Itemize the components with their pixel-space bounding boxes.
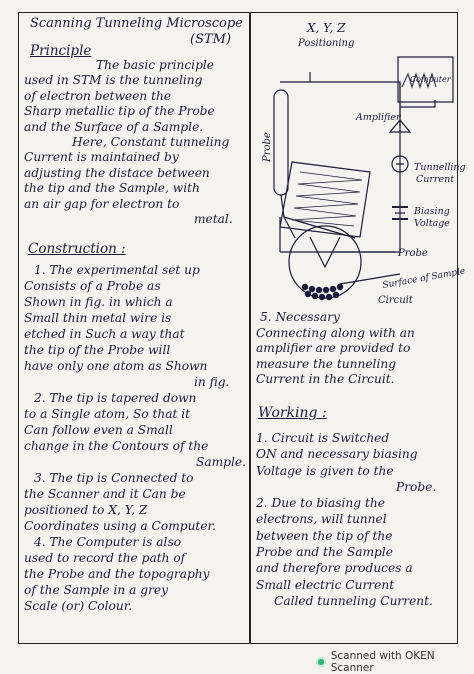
construction-line: positioned to X, Y, Z — [24, 503, 148, 517]
working-line: Small electric Current — [256, 577, 395, 592]
diagram-circuit-label: Circuit — [378, 295, 413, 306]
construction-heading: Construction : — [28, 241, 126, 257]
principle-line: used in STM is the tunneling — [24, 73, 203, 88]
construction-line: Shown in fig. in which a — [24, 295, 173, 309]
scanner-watermark — [316, 650, 474, 674]
construction-line: change in the Contours of the — [24, 439, 209, 453]
principle-line: the tip and the Sample, with — [24, 181, 200, 196]
construction-line: have only one atom as Shown — [24, 359, 208, 373]
construction-line: Scale (or) Colour. — [24, 599, 133, 613]
diagram-biasing-label: Biasing — [414, 206, 450, 217]
construction-line: Sample. — [196, 455, 246, 469]
construction-line: 4. The Computer is also — [34, 535, 182, 549]
computer-wire — [400, 100, 435, 107]
principle-line: Here, Constant tunneling — [72, 134, 230, 149]
diagram-voltage-label: Voltage — [414, 218, 450, 229]
point5-line: measure the tunneling — [256, 356, 396, 371]
principle-line: Current is maintained by — [24, 150, 179, 165]
diagram-amplifier-label: Amplifier — [356, 112, 401, 123]
working-line: ON and necessary biasing — [256, 447, 418, 462]
scanner-logo-icon — [316, 657, 326, 667]
working-line: Voltage is given to the — [256, 463, 394, 478]
construction-line: Coordinates using a Computer. — [24, 519, 216, 533]
principle-text — [24, 58, 233, 227]
diagram-tunnelling-label: Tunnelling — [414, 162, 466, 173]
working-heading: Working : — [258, 405, 327, 421]
point5-line: Connecting along with an — [256, 325, 415, 340]
construction-line: 2. The tip is tapered down — [34, 391, 197, 405]
construction-line: Consists of a Probe as — [24, 279, 161, 293]
point5-text — [256, 310, 415, 388]
principle-line: and the Surface of a Sample. — [24, 119, 204, 134]
working-line: Called tunneling Current. — [274, 593, 433, 608]
circuit-wire-outer — [280, 82, 400, 252]
diagram-current-label: Current — [416, 174, 455, 185]
construction-line: the tip of the Probe will — [24, 343, 171, 357]
working-line: 1. Circuit is Switched — [256, 431, 390, 445]
working-line: Probe and the Sample — [256, 545, 393, 560]
working-line: and therefore produces a — [256, 561, 413, 576]
probe-body — [274, 90, 288, 195]
diagram-probe-vertical-label: Probe — [262, 132, 273, 162]
working-line: electrons, will tunnel — [256, 512, 387, 527]
construction-line: Small thin metal wire is — [24, 311, 172, 325]
working-line: 2. Due to biasing the — [256, 496, 385, 511]
working-text — [256, 430, 436, 609]
construction-line: Can follow even a Small — [24, 423, 173, 437]
principle-line: of electron between the — [24, 88, 172, 103]
principle-line: The basic principle — [96, 58, 214, 72]
construction-line: the Scanner and it Can be — [24, 487, 186, 501]
title: Scanning Tunneling Microscope — [30, 16, 243, 31]
construction-line: to a Single atom, So that it — [24, 407, 191, 421]
construction-line: 1. The experimental set up — [34, 263, 200, 277]
scan-path — [292, 172, 362, 226]
construction-line: of the Sample in a grey — [24, 583, 169, 597]
construction-line: 3. The tip is Connected to — [34, 471, 194, 485]
principle-line: metal. — [194, 211, 233, 226]
construction-line: in fig. — [194, 375, 230, 389]
zoom-line — [284, 217, 355, 238]
principle-line: adjusting the distace between — [24, 165, 210, 180]
construction-line: the Probe and the topography — [24, 567, 210, 581]
principle-heading: Principle — [30, 43, 92, 59]
scanner-watermark-text: Scanned with OKEN Scanner — [330, 650, 435, 674]
diagram-surface-label: Surface of Sample — [381, 266, 467, 291]
construction-line: etched in Such a way that — [24, 327, 185, 341]
principle-line: Sharp metallic tip of the Probe — [24, 104, 215, 119]
diagram-computer-label: Computer — [410, 75, 451, 84]
working-line: between the tip of the — [256, 528, 393, 543]
construction-line: used to record the path of — [24, 551, 186, 565]
diagram-probe-label: Probe — [398, 248, 428, 259]
diagram-positioning-label: Positioning — [298, 38, 355, 49]
point5-line: Current in the Circuit. — [256, 372, 395, 387]
diagram-xyz-label: X, Y, Z — [307, 21, 346, 35]
working-line: Probe. — [396, 479, 437, 494]
title-abbr: (STM) — [190, 32, 232, 47]
point5-line: amplifier are provided to — [256, 341, 411, 356]
point5-line: 5. Necessary — [260, 310, 340, 324]
construction-text — [24, 262, 246, 614]
stm-diagram — [250, 12, 467, 312]
principle-line: an air gap for electron to — [24, 196, 180, 211]
